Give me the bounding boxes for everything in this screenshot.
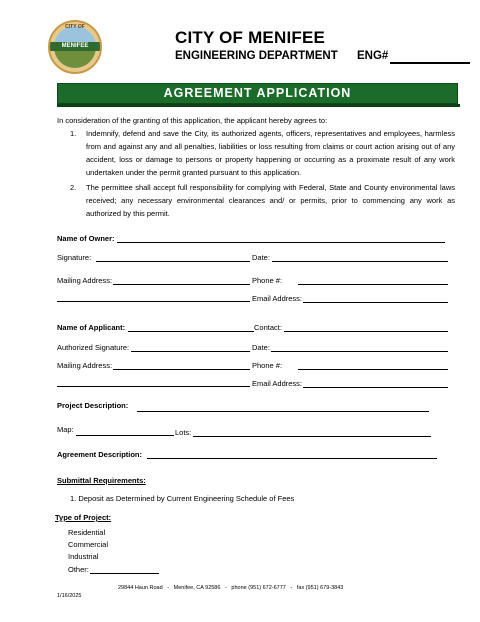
applicant-signature-label: Authorized Signature: xyxy=(57,343,130,352)
banner-shadow xyxy=(57,104,460,107)
department-name: ENGINEERING DEPARTMENT xyxy=(175,50,338,62)
map-field[interactable] xyxy=(76,435,174,436)
term-item-2 xyxy=(70,181,455,220)
agreement-description-field[interactable] xyxy=(147,458,437,459)
form-banner: AGREEMENT APPLICATION xyxy=(57,83,458,104)
applicant-email-field[interactable] xyxy=(303,387,448,388)
eng-number-field[interactable] xyxy=(390,62,470,64)
eng-number-label: ENG# xyxy=(357,50,389,62)
lots-field[interactable] xyxy=(193,436,431,437)
seal-band-text: MENIFEE xyxy=(48,42,102,51)
owner-mailing-label: Mailing Address: xyxy=(57,276,113,285)
applicant-mailing-label: Mailing Address: xyxy=(57,361,113,370)
submittal-heading: Submittal Requirements: xyxy=(57,476,146,485)
owner-email-field[interactable] xyxy=(303,302,448,303)
applicant-date-label: Date: xyxy=(252,343,270,352)
applicant-contact-label: Contact: xyxy=(254,323,282,332)
owner-name-label: Name of Owner: xyxy=(57,234,115,243)
agreement-description-label: Agreement Description: xyxy=(57,450,143,459)
owner-signature-field[interactable] xyxy=(96,261,250,262)
applicant-phone-field[interactable] xyxy=(298,369,448,370)
project-type-heading: Type of Project: xyxy=(55,513,112,522)
applicant-email-label: Email Address: xyxy=(252,379,303,388)
submittal-item: 1. Deposit as Determined by Current Engineering Schedule of Fees xyxy=(70,494,295,503)
owner-email-label: Email Address: xyxy=(252,294,303,303)
map-label: Map: xyxy=(57,425,74,434)
owner-signature-label: Signature: xyxy=(57,253,92,262)
applicant-contact-field[interactable] xyxy=(284,331,448,332)
footer-date: 1/16/2025 xyxy=(57,593,82,599)
applicant-signature-field[interactable] xyxy=(131,351,250,352)
term-text: The permittee shall accept full responsibility for complying with Federal, State and County environmental laws received; any necessary environmental clearances and/ or permits, prior to commencing any work as authorized by this permit. xyxy=(86,183,455,218)
project-type-commercial[interactable]: Commercial xyxy=(68,540,109,549)
page-title: CITY OF MENIFEE xyxy=(175,28,326,47)
applicant-mailing-field[interactable] xyxy=(113,369,250,370)
project-type-industrial[interactable]: Industrial xyxy=(68,552,99,561)
footer-address: 29844 Haun Road - Menifee, CA 92586 - phone (951) 672-6777 - fax (951) 679-3843 xyxy=(118,585,344,591)
term-text: Indemnify, defend and save the City, its authorized agents, officers, representatives and employees, harmless from and against any and all penalties, liabilities or loss resulting from claims or court action arising out of any accident, loss or damage to persons or property happening or occurring as a proximate result of any work undertaken under the permit granted pursuant to this application. xyxy=(86,129,455,177)
project-description-field[interactable] xyxy=(137,411,429,412)
owner-name-field[interactable] xyxy=(117,242,445,243)
project-type-other-label: Other: xyxy=(68,565,89,574)
seal-top-text: CITY OF xyxy=(65,24,85,30)
project-description-label: Project Description: xyxy=(57,401,129,410)
applicant-phone-label: Phone #: xyxy=(252,361,283,370)
city-seal-logo xyxy=(48,20,102,74)
applicant-name-label: Name of Applicant: xyxy=(57,323,126,332)
owner-mailing-field-2[interactable] xyxy=(57,301,250,302)
term-number: 1. xyxy=(70,129,77,138)
term-number: 2. xyxy=(70,183,77,192)
applicant-name-field[interactable] xyxy=(128,331,254,332)
project-type-other-field[interactable] xyxy=(90,573,159,574)
project-type-residential[interactable]: Residential xyxy=(68,528,106,537)
owner-date-field[interactable] xyxy=(272,261,448,262)
intro-text: In consideration of the granting of this application, the applicant hereby agrees to: xyxy=(57,116,328,125)
owner-phone-field[interactable] xyxy=(298,284,448,285)
applicant-date-field[interactable] xyxy=(271,351,448,352)
owner-phone-label: Phone #: xyxy=(252,276,283,285)
owner-date-label: Date: xyxy=(252,253,270,262)
owner-mailing-field[interactable] xyxy=(113,284,250,285)
term-item-1 xyxy=(70,127,455,179)
lots-label: Lots: xyxy=(175,428,192,437)
applicant-mailing-field-2[interactable] xyxy=(57,386,250,387)
